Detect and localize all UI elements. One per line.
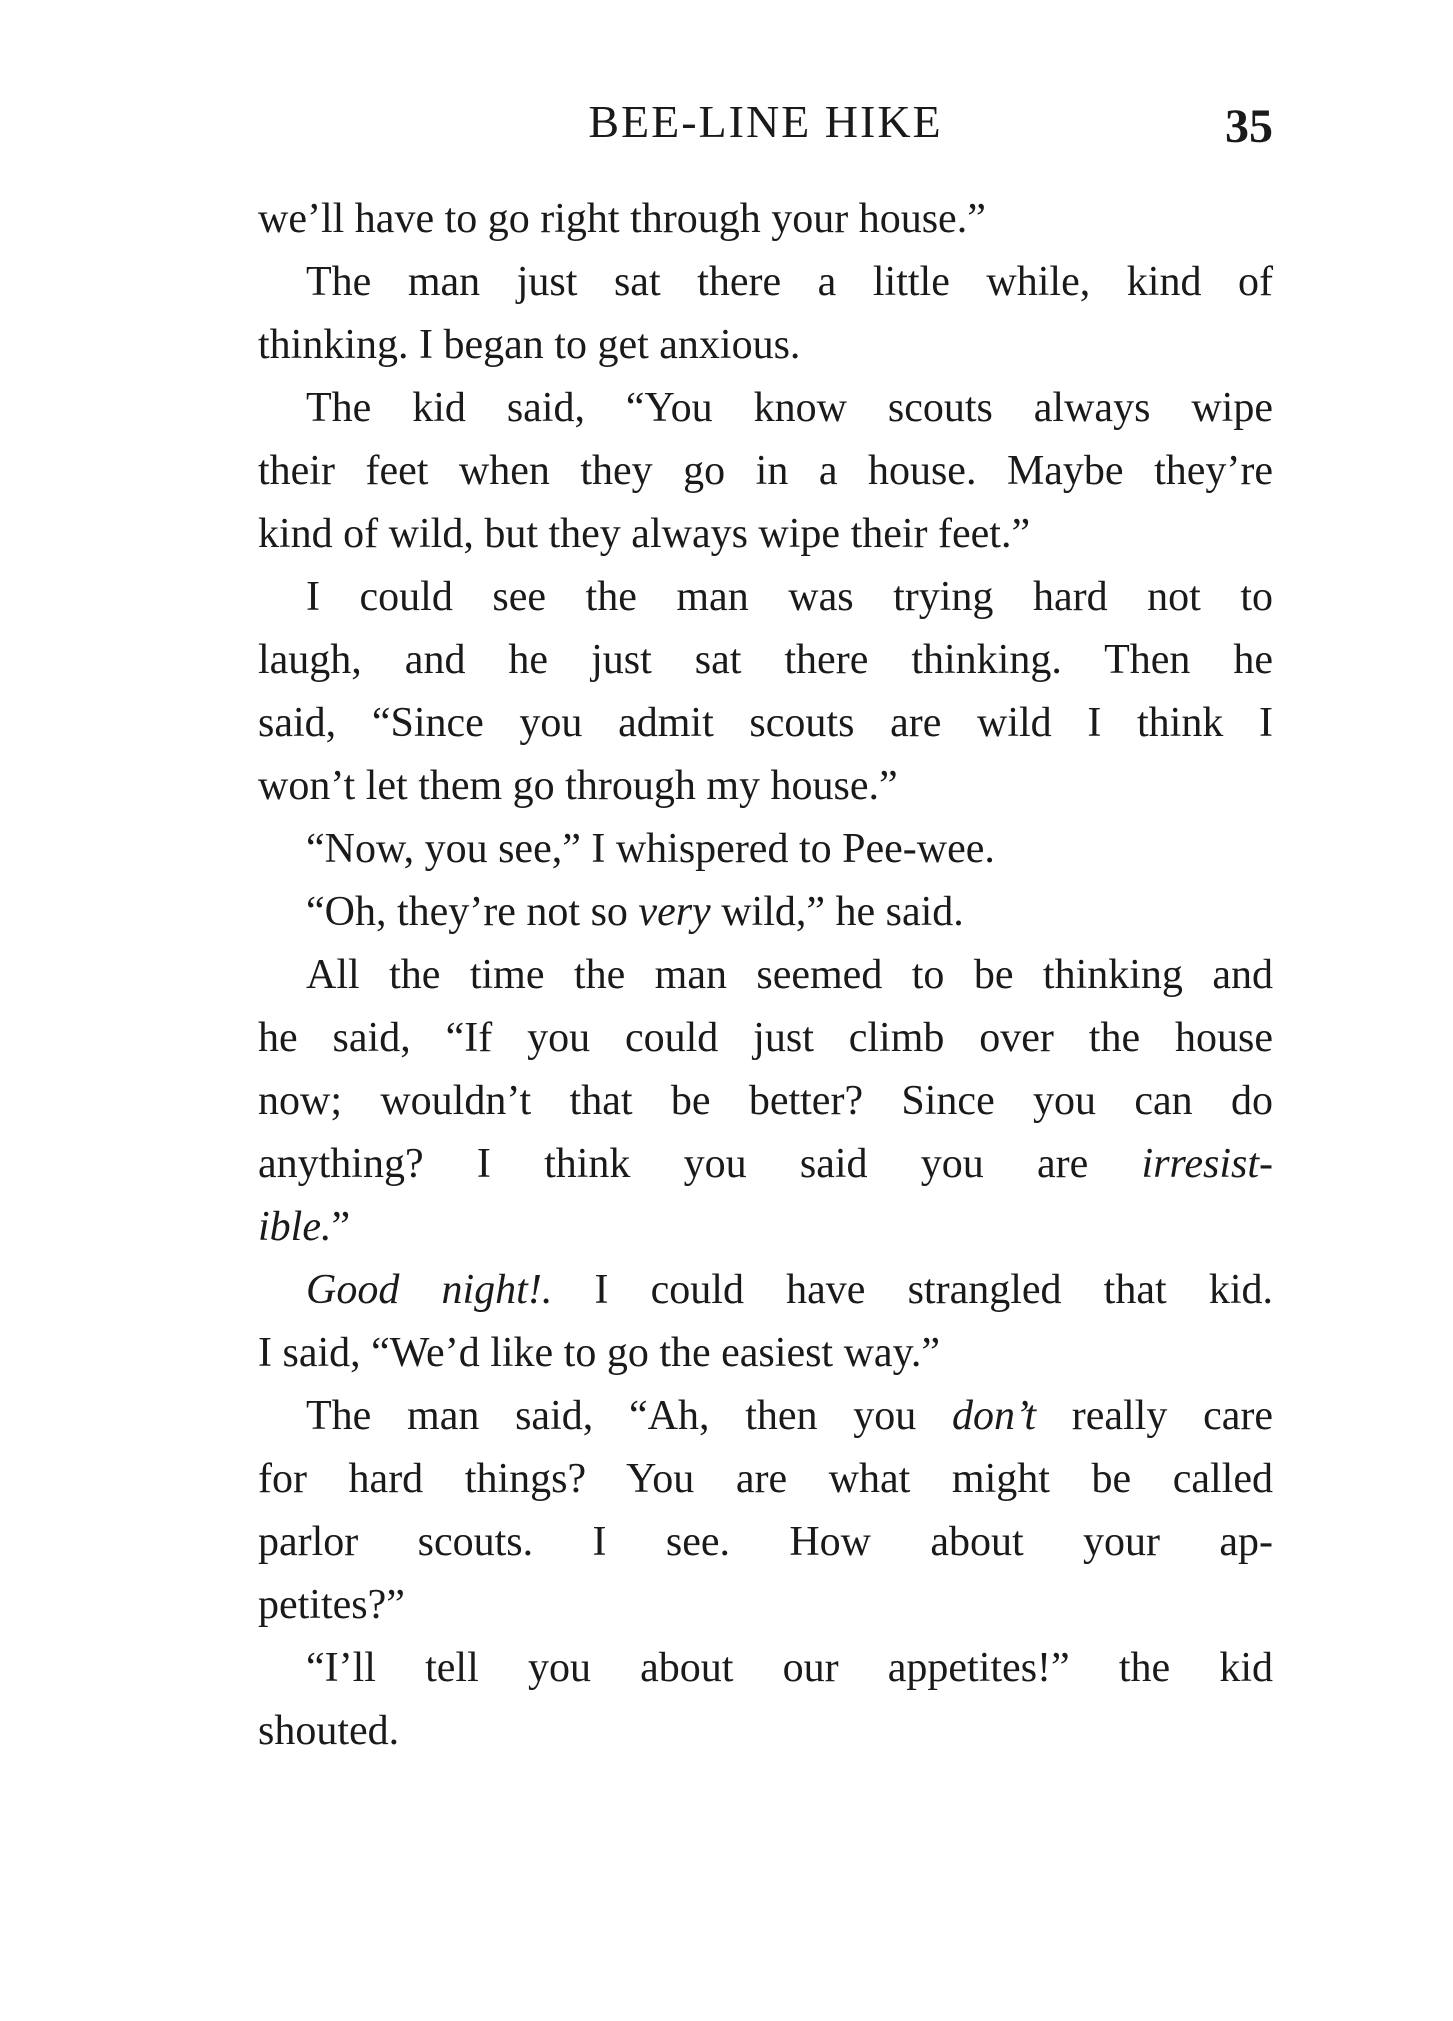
body-text (258, 188, 1273, 1763)
text-run: wild,” he said. (710, 889, 964, 935)
text-line: kind of wild, but they always wipe their feet.” (258, 511, 1031, 557)
text-run: ” (331, 1204, 351, 1250)
page-number: 35 (1225, 100, 1273, 153)
text-line: won’t let them go through my house.” (258, 763, 898, 809)
text-line: I said, “We’d like to go the easiest way.” (258, 1330, 940, 1376)
text-line (258, 1259, 1273, 1322)
text-run: really care (1036, 1393, 1273, 1439)
text-line (258, 1196, 1273, 1259)
italic-text-run: don’t (952, 1393, 1036, 1439)
italic-text-run: ible. (258, 1204, 332, 1250)
text-line: said, “Since you admit scouts are wild I think I (258, 700, 1273, 746)
text-line: their feet when they go in a house. Maybe they’re (258, 448, 1273, 494)
text-line: now; wouldn’t that be better? Since you can do (258, 1078, 1273, 1124)
italic-text-run: very (638, 889, 711, 935)
text-line (258, 1133, 1273, 1196)
text-line: for hard things? You are what might be called (258, 1456, 1273, 1502)
text-line: laugh, and he just sat there thinking. Then he (258, 637, 1273, 683)
running-head (258, 95, 1273, 155)
text-run: “Oh, they’re not so (306, 889, 639, 935)
text-line: parlor scouts. I see. How about your ap- (258, 1519, 1273, 1565)
text-line: “Now, you see,” I whispered to Pee-wee. (306, 826, 995, 872)
text-run: anything? I think you said you are (258, 1141, 1142, 1187)
text-line (258, 881, 1273, 944)
text-run: I could have strangled that kid. (552, 1267, 1273, 1313)
text-line: shouted. (258, 1708, 400, 1754)
text-run: The man said, “Ah, then you (306, 1393, 952, 1439)
text-line: I could see the man was trying hard not to (306, 574, 1273, 620)
text-line (258, 1385, 1273, 1448)
text-line: petites?” (258, 1582, 405, 1628)
text-line: “I’ll tell you about our appetites!” the kid (306, 1645, 1273, 1691)
text-line: The kid said, “You know scouts always wipe (306, 385, 1273, 431)
text-line: thinking. I began to get anxious. (258, 322, 801, 368)
text-line: The man just sat there a little while, kind of (306, 259, 1273, 305)
text-line: we’ll have to go right through your house.” (258, 196, 986, 242)
text-line: All the time the man seemed to be thinking and (306, 952, 1273, 998)
italic-text-run: irresist- (1141, 1141, 1273, 1187)
italic-text-run: Good night!. (306, 1267, 553, 1313)
running-head-title: BEE-LINE HIKE (588, 96, 943, 147)
text-line: he said, “If you could just climb over the house (258, 1015, 1273, 1061)
